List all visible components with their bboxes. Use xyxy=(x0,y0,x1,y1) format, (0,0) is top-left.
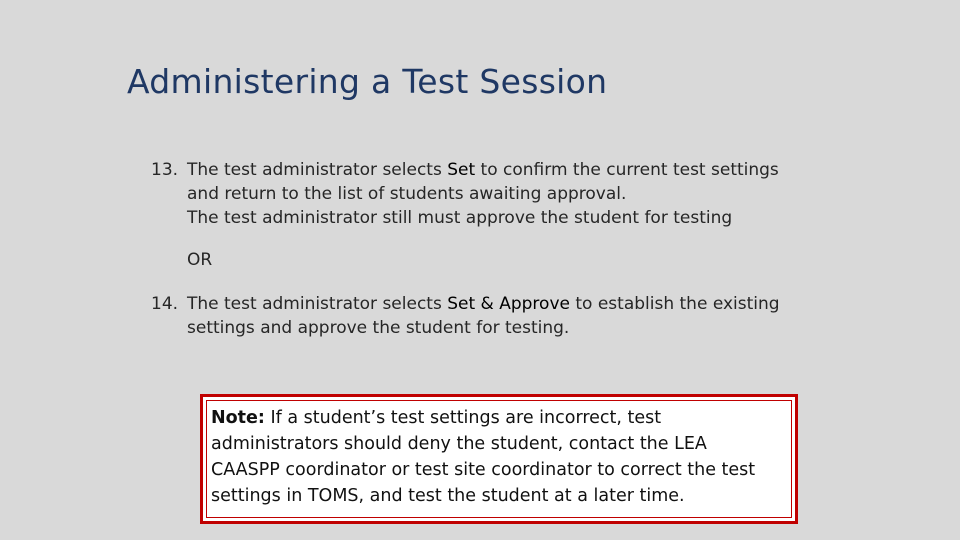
step-number: 14. xyxy=(151,294,179,314)
step-13-body xyxy=(187,158,831,230)
step-13-line-1-post: to confirm the current test settings xyxy=(475,160,779,180)
step-14-line-2: settings and approve the student for testing. xyxy=(187,318,570,338)
set-button-reference: Set xyxy=(447,160,476,180)
note-label: Note: xyxy=(211,408,265,428)
step-13 xyxy=(151,158,831,230)
or-separator: OR xyxy=(187,250,213,270)
note-line-2: administrators should deny the student, contact the LEA xyxy=(211,434,707,454)
step-14-line-1-post: to establish the existing xyxy=(569,294,780,314)
note-line-1-rest: If a student’s test settings are incorrect, test xyxy=(264,408,662,428)
step-13-line-3: The test administrator still must approve the student for testing xyxy=(187,208,733,228)
note-line-4: settings in TOMS, and test the student at a later time. xyxy=(211,486,685,506)
note-box xyxy=(200,394,798,524)
note-line-1 xyxy=(211,405,755,431)
note-text xyxy=(211,405,755,509)
set-approve-button-reference: Set & Approve xyxy=(447,294,570,314)
slide-title: Administering a Test Session xyxy=(127,62,608,101)
step-14-line-1-pre: The test administrator selects xyxy=(187,294,448,314)
step-14 xyxy=(151,292,831,340)
step-13-line-1 xyxy=(187,158,831,182)
note-line-3: CAASPP coordinator or test site coordinator to correct the test xyxy=(211,460,756,480)
step-13-line-2: and return to the list of students awaiting approval. xyxy=(187,184,627,204)
step-14-body xyxy=(187,292,831,340)
step-13-line-1-pre: The test administrator selects xyxy=(187,160,448,180)
step-14-line-1 xyxy=(187,292,831,316)
step-number: 13. xyxy=(151,160,179,180)
